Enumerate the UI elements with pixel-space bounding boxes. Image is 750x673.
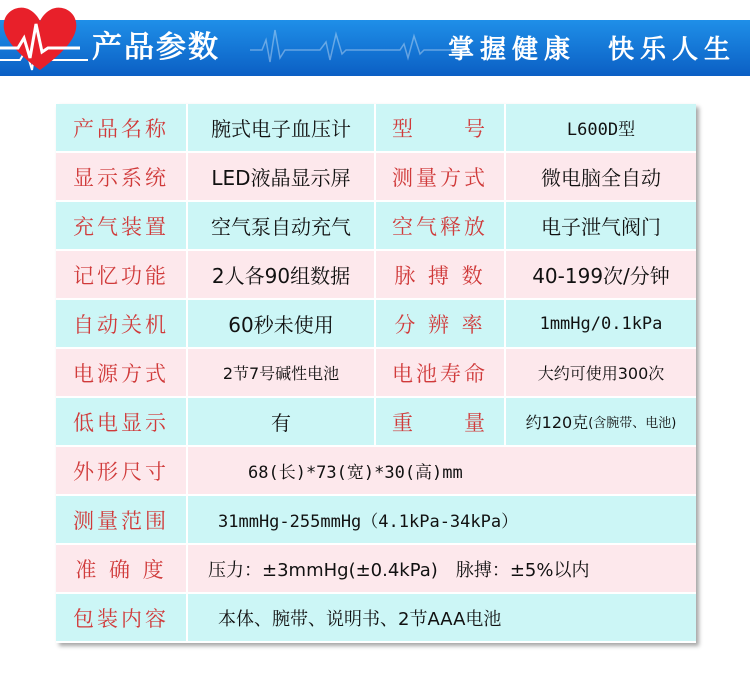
spec-value: 压力：±3mmHg(±0.4kPa) 脉搏：±5%以内 xyxy=(188,545,696,592)
spec-value: 40-199次/分钟 xyxy=(506,251,696,298)
spec-value: LED液晶显示屏 xyxy=(188,153,374,200)
spec-value: 1mmHg/0.1kPa xyxy=(506,300,696,347)
spec-value: 68(长)*73(宽)*30(高)mm xyxy=(188,447,696,494)
page-title: 产品参数 xyxy=(92,30,220,65)
table-row xyxy=(56,496,696,545)
spec-value: 大约可使用300次 xyxy=(506,349,696,396)
spec-value: 约120克 xyxy=(525,413,589,432)
spec-value: 2节7号碱性电池 xyxy=(188,349,374,396)
spec-label: 记忆功能 xyxy=(56,251,186,298)
table-row xyxy=(56,594,696,643)
spec-label: 分 辨 率 xyxy=(376,300,504,347)
spec-value: 2人各90组数据 xyxy=(188,251,374,298)
table-row xyxy=(56,104,696,153)
spec-value: 本体、腕带、说明书、2节AAA电池 xyxy=(188,594,696,641)
spec-value: 微电脑全自动 xyxy=(506,153,696,200)
spec-table xyxy=(56,104,696,643)
table-row xyxy=(56,251,696,300)
spec-label: 型 号 xyxy=(376,104,504,151)
spec-label: 脉 搏 数 xyxy=(376,251,504,298)
spec-label: 自动关机 xyxy=(56,300,186,347)
spec-value-note: (含腕带、电池) xyxy=(588,416,677,431)
slogan: 掌握健康 快乐人生 xyxy=(447,35,736,65)
spec-label: 重 量 xyxy=(376,398,504,445)
table-row xyxy=(56,545,696,594)
spec-label: 产品名称 xyxy=(56,104,186,151)
spec-label: 充气装置 xyxy=(56,202,186,249)
table-row xyxy=(56,447,696,496)
spec-value: 空气泵自动充气 xyxy=(188,202,374,249)
spec-label: 测量范围 xyxy=(56,496,186,543)
spec-value: 电子泄气阀门 xyxy=(506,202,696,249)
spec-value: 有 xyxy=(188,398,374,445)
spec-label: 包装内容 xyxy=(56,594,186,641)
table-row xyxy=(56,349,696,398)
table-row xyxy=(56,398,696,447)
spec-label: 电池寿命 xyxy=(376,349,504,396)
spec-value: L600D型 xyxy=(506,104,696,151)
spec-value: 60秒未使用 xyxy=(188,300,374,347)
spec-label: 外形尺寸 xyxy=(56,447,186,494)
spec-value: 腕式电子血压计 xyxy=(188,104,374,151)
heart-icon xyxy=(0,4,80,74)
spec-label: 低电显示 xyxy=(56,398,186,445)
table-row xyxy=(56,300,696,349)
spec-label: 电源方式 xyxy=(56,349,186,396)
spec-value-group xyxy=(506,398,696,445)
table-row xyxy=(56,153,696,202)
table-row xyxy=(56,202,696,251)
spec-value: 31mmHg-255mmHg（4.1kPa-34kPa） xyxy=(188,496,696,543)
spec-label: 空气释放 xyxy=(376,202,504,249)
spec-label: 显示系统 xyxy=(56,153,186,200)
spec-label: 测量方式 xyxy=(376,153,504,200)
spec-label: 准 确 度 xyxy=(56,545,186,592)
